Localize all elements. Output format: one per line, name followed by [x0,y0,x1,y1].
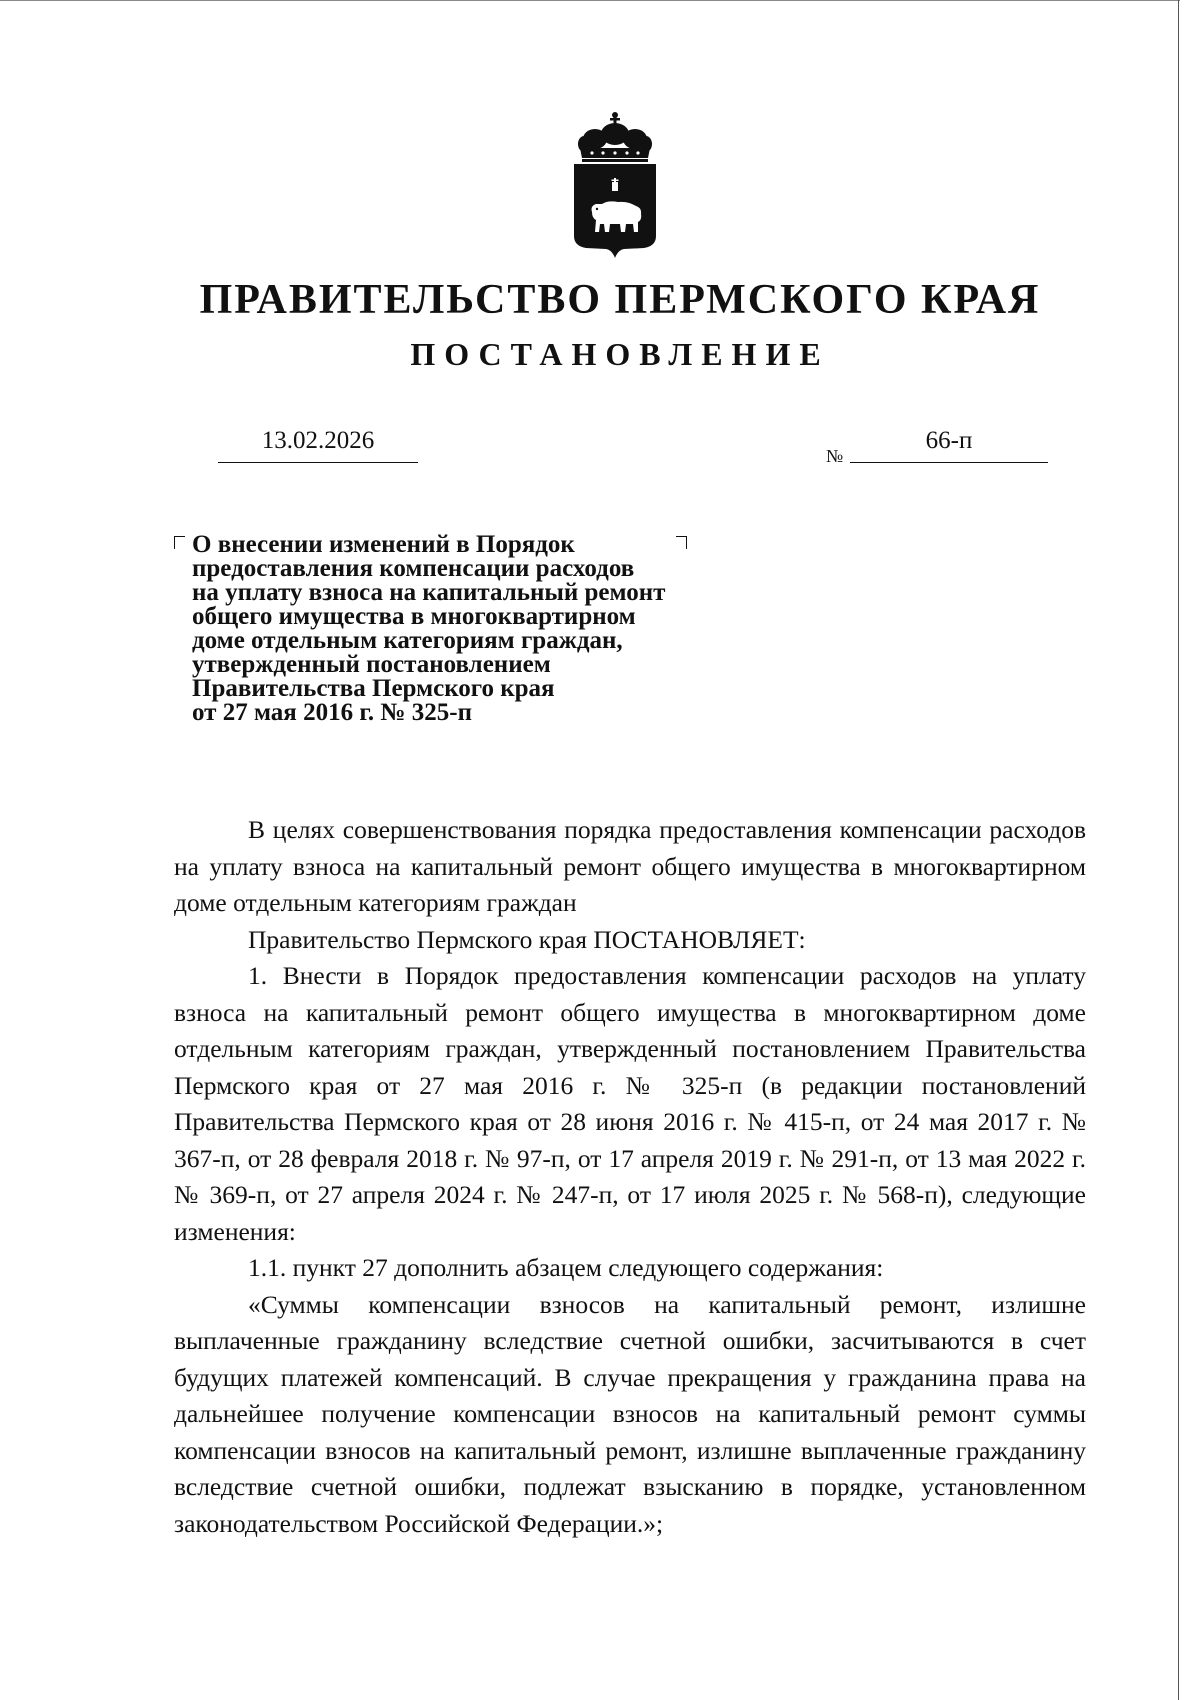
document-subject [192,533,752,725]
body-paragraph: «Суммы компенсации взносов на капитальный ремонт, излишне выплаченные гражданину вследствие счетной ошибки, засчитываются в счет будущих платежей компенсаций. В случае прекращения у гражданина права на дальнейшее получение компенсации взносов на капитальный ремонт суммы компенсации взносов на капитальный ремонт, излишне выплаченные гражданину вследствие счетной ошибки, подлежат взысканию в порядке, установленном законодательством Российской Федерации.»; [174,1289,1086,1538]
subject-line: Правительства Пермского края [192,675,555,702]
subject-line: доме отдельным категориям граждан, [192,627,623,654]
perm-krai-coat-of-arms-icon [568,108,662,260]
subject-line: утвержденный постановлением [192,651,551,678]
page-edge-top [0,0,1180,1]
document-date: 13.02.2026 [218,426,418,463]
government-title: ПРАВИТЕЛЬСТВО ПЕРМСКОГО КРАЯ [199,277,1041,323]
document-type: ПОСТАНОВЛЕНИЕ [410,336,830,372]
subject-line: от 27 мая 2016 г. № 325-п [192,699,472,726]
number-sign: № [826,446,844,466]
body-paragraph: 1. Внести в Порядок предоставления компенсации расходов на уплату взноса на капитальный ремонт общего имущества в многоквартирном доме отдельным категориям граждан, утвержденный постановлением Правительства Пермского края от 27 мая 2016 г. № 325-п (в редакции постановлений Правительства Пермского края от 28 июня 2016 г. № 415-п, от 24 мая 2017 г. № 367-п, от 28 февраля 2018 г. № 97-п, от 17 апреля 2019 г. № 291-п, от 13 мая 2022 г. № 369-п, от 27 апреля 2024 г. № 247-п, от 17 июля 2025 г. № 568-п), следующие изменения: [174,961,1086,1246]
page-edge-right [1178,0,1179,1700]
subject-line: на уплату взноса на капитальный ремонт [192,579,666,606]
document-body [174,812,1086,1542]
subject-line: О внесении изменений в Порядок [192,531,575,558]
body-paragraph: В целях совершенствования порядка предоставления компенсации расходов на уплату взноса на капитальный ремонт общего имущества в многоквартирном доме отдельным категориям граждан [174,815,1086,917]
document-number: 66-п [850,426,1048,463]
body-paragraph: 1.1. пункт 27 дополнить абзацем следующего содержания: [248,1253,884,1282]
subject-line: предоставления компенсации расходов [192,555,635,582]
subject-line: общего имущества в многоквартирном [192,603,636,630]
body-paragraph: Правительство Пермского края ПОСТАНОВЛЯЕТ: [248,924,806,954]
crown-icon [578,112,652,162]
subject-corner-left [174,536,185,549]
